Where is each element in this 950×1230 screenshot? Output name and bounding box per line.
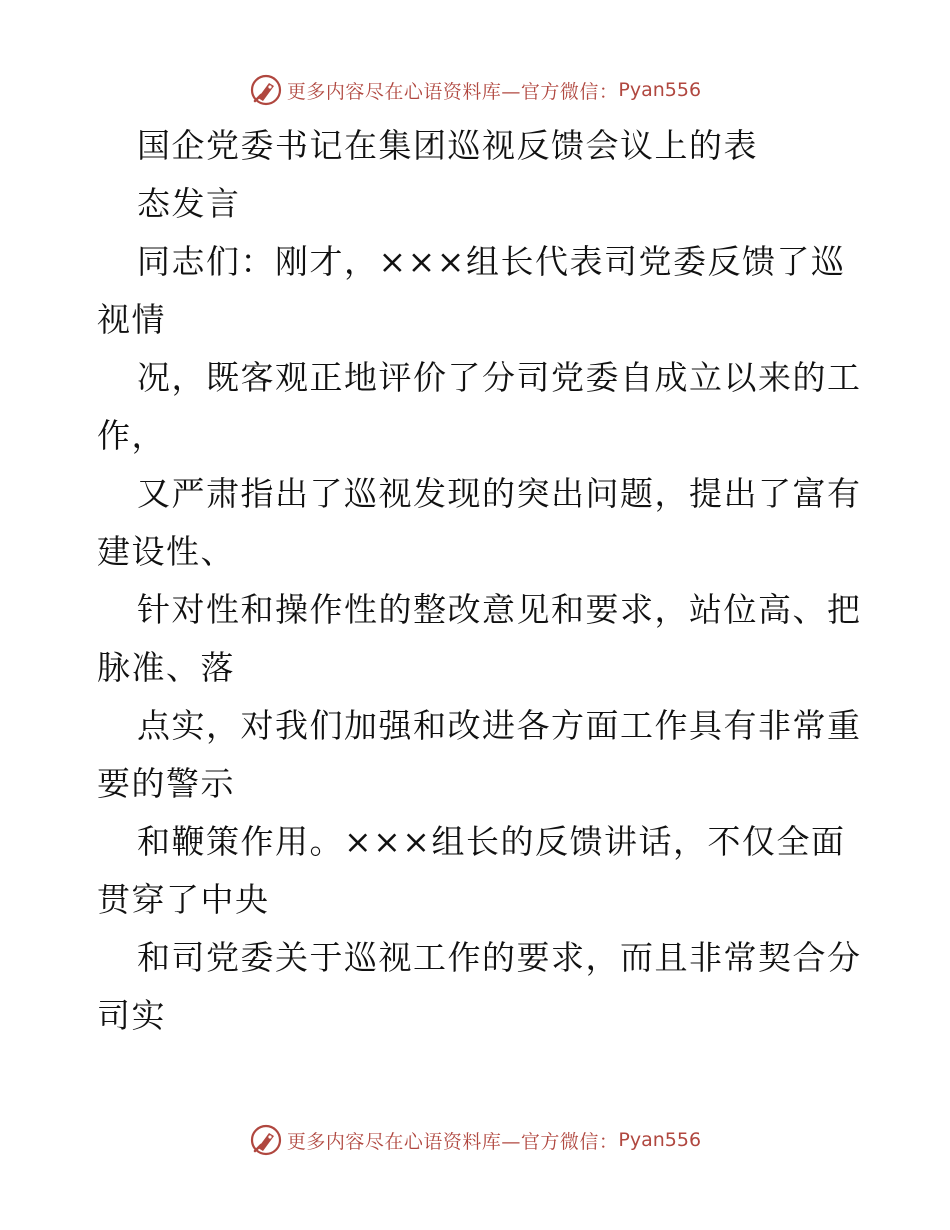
document-line: 针对性和操作性的整改意见和要求，站位高、把	[137, 590, 862, 629]
document-body	[97, 117, 862, 1045]
document-line: 点实，对我们加强和改进各方面工作具有非常重	[137, 706, 862, 745]
document-line: 贯穿了中央	[97, 880, 270, 919]
document-line: 态发言	[137, 184, 241, 223]
document-line: 脉准、落	[97, 648, 235, 687]
pen-nib-logo-icon	[249, 73, 283, 107]
document-line: 视情	[97, 300, 166, 339]
document-line: 司实	[97, 996, 166, 1035]
footer-banner-text: 更多内容尽在心语资料库—官方微信：	[286, 1130, 619, 1153]
document-line: 又严肃指出了巡视发现的突出问题，提出了富有	[137, 474, 862, 513]
header-banner	[0, 70, 950, 110]
document-line: 和司党委关于巡视工作的要求，而且非常契合分	[137, 938, 862, 977]
document-line: 建设性、	[97, 532, 235, 571]
document-line: 要的警示	[97, 764, 235, 803]
document-line: 和鞭策作用。×××组长的反馈讲话，不仅全面	[137, 822, 846, 861]
header-contact: Pyan556	[618, 79, 702, 101]
footer-contact: Pyan556	[618, 1129, 702, 1151]
document-line: 国企党委书记在集团巡视反馈会议上的表	[137, 126, 758, 165]
document-line: 况，既客观正地评价了分司党委自成立以来的工	[137, 358, 862, 397]
document-line: 作，	[97, 416, 166, 455]
footer-banner	[0, 1120, 950, 1160]
header-banner-text: 更多内容尽在心语资料库—官方微信：	[286, 80, 619, 103]
pen-nib-logo-icon	[249, 1123, 283, 1157]
document-line: 同志们：刚才，×××组长代表司党委反馈了巡	[137, 242, 846, 281]
